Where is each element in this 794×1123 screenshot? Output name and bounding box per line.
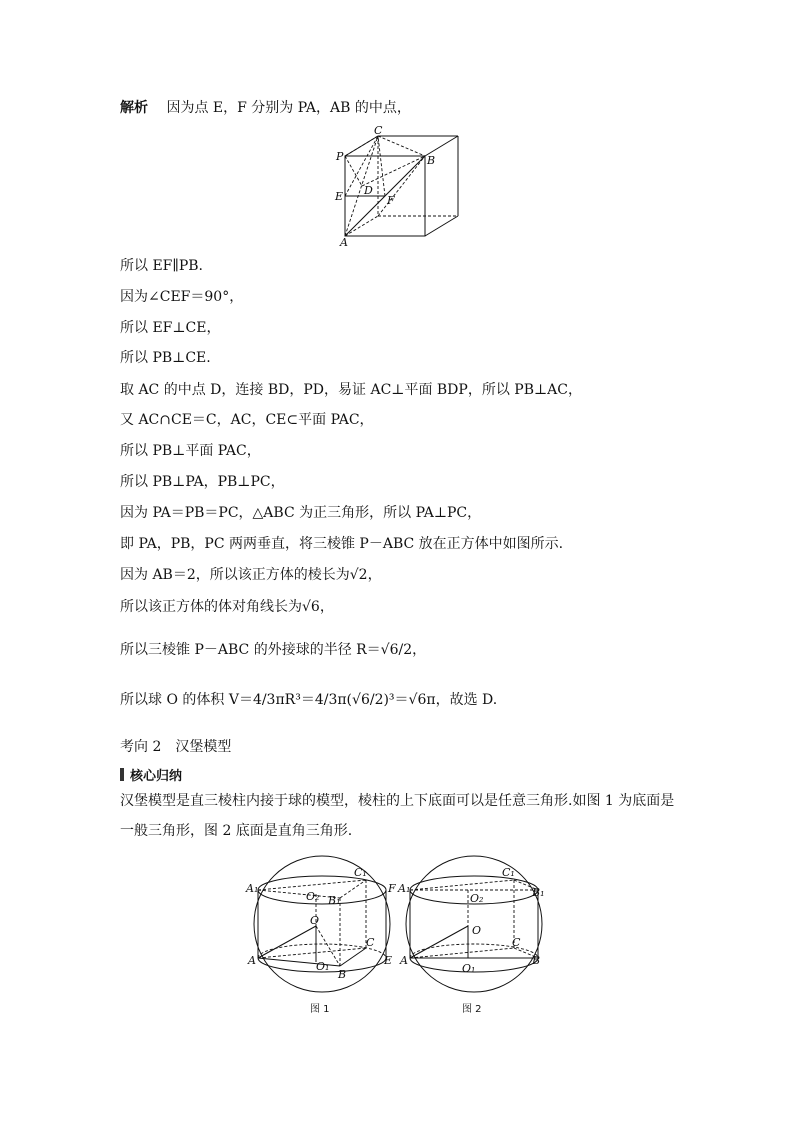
- fig1-label-O2: O₂: [306, 890, 320, 903]
- proof-line-9: 因为 PA＝PB＝PC，△ABC 为正三角形，所以 PA⊥PC，: [120, 505, 482, 521]
- proof-line-4: 所以 PB⊥CE.: [120, 350, 211, 366]
- proof-line-2: 因为∠CEF＝90°，: [120, 289, 244, 305]
- fig1-label-E: E: [384, 954, 393, 967]
- heading-bar: [120, 768, 124, 781]
- fig2-label-O2: O₂: [470, 892, 484, 905]
- label-F: F: [387, 194, 395, 207]
- core-paragraph: 汉堡模型是直三棱柱内接于球的模型，棱柱的上下底面可以是任意三角形.如图 1 为底面是一般三角形，图 2 底面是直角三角形.: [120, 793, 675, 839]
- proof-line-14: 所以球 O 的体积 V＝4/3πR³＝4/3π(√6/2)³＝√6π，故选 D.: [120, 692, 498, 708]
- fig1-label-O1: O₁: [316, 960, 330, 973]
- fig1-label-B1: B₁: [328, 894, 341, 907]
- solution-label: 解析: [120, 100, 148, 116]
- fig1-label-A1: A₁: [246, 882, 259, 895]
- label-D: D: [364, 184, 373, 197]
- fig1-label-B: B: [338, 968, 347, 981]
- proof-line-8: 所以 PB⊥PA，PB⊥PC，: [120, 474, 285, 490]
- fig2-caption: 图 2: [462, 1004, 482, 1015]
- proof-line-5: 取 AC 的中点 D，连接 BD，PD，易证 AC⊥平面 BDP，所以 PB⊥AC，: [120, 382, 582, 398]
- fig1-label-F: F: [388, 882, 396, 895]
- proof-line-3: 所以 EF⊥CE，: [120, 320, 221, 336]
- cube-figure: [330, 124, 470, 246]
- core-heading-text: 核心归纳: [130, 769, 183, 784]
- proof-line-10: 即 PA，PB，PC 两两垂直，将三棱锥 P－ABC 放在正方体中如图所示.: [120, 536, 564, 552]
- proof-line-11: 因为 AB＝2，所以该正方体的棱长为√2，: [120, 567, 382, 583]
- fig1-label-A: A: [248, 954, 256, 967]
- label-E: E: [335, 190, 344, 203]
- fig2-label-C: C: [512, 936, 521, 949]
- intro-text: 因为点 E，F 分别为 PA，AB 的中点，: [166, 100, 411, 116]
- proof-line-7: 所以 PB⊥平面 PAC，: [120, 443, 261, 459]
- label-A: A: [340, 236, 348, 246]
- fig2-label-A: A: [400, 954, 408, 967]
- label-C: C: [374, 124, 383, 137]
- label-P: P: [336, 150, 344, 163]
- fig2-label-O1: O₁: [462, 962, 476, 975]
- section-title: 考向 2 汉堡模型: [120, 739, 232, 755]
- fig2-label-B1: B₁: [532, 886, 545, 899]
- core-heading: [120, 765, 182, 784]
- proof-line-1: 所以 EF∥PB.: [120, 258, 204, 274]
- solution-intro: [120, 98, 411, 118]
- fig1-caption: 图 1: [310, 1004, 330, 1015]
- fig2-label-O: O: [472, 924, 482, 937]
- label-B: B: [427, 154, 436, 167]
- fig2-label-B: B: [532, 954, 541, 967]
- figure-1: [244, 854, 400, 1018]
- fig1-label-C1: C₁: [354, 866, 367, 879]
- proof-line-13: 所以三棱锥 P－ABC 的外接球的半径 R＝√6/2，: [120, 642, 427, 658]
- proof-line-6: 又 AC∩CE＝C，AC，CE⊂平面 PAC，: [120, 412, 374, 428]
- fig1-label-C: C: [366, 936, 375, 949]
- fig2-label-C1: C₁: [502, 866, 515, 879]
- figure-2: [396, 854, 552, 1018]
- proof-line-12: 所以该正方体的体对角线长为√6，: [120, 599, 334, 615]
- fig1-label-O: O: [310, 914, 320, 927]
- fig2-label-A1: A₁: [398, 882, 411, 895]
